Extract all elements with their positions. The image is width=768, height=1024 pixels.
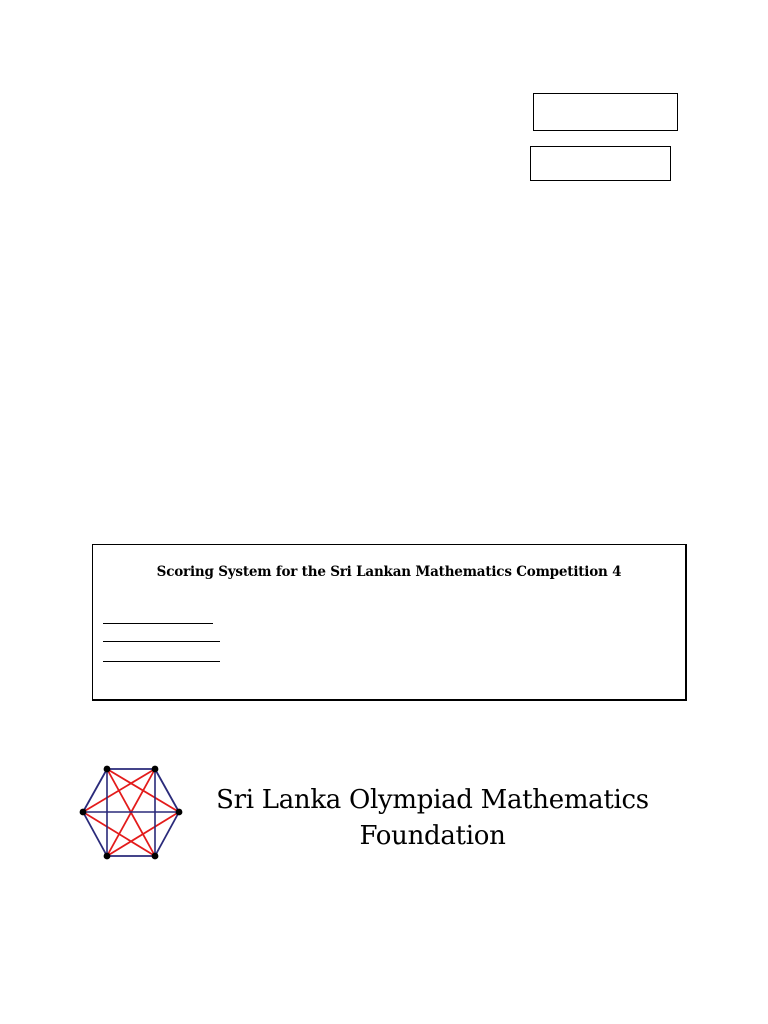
blank-entry-box	[530, 146, 671, 181]
logo-vertex	[152, 766, 159, 773]
logo-vertex	[104, 853, 111, 860]
scoring-system-panel	[92, 544, 687, 701]
scoring-system-title: Scoring System for the Sri Lankan Mathematics Competition 4	[156, 564, 622, 580]
hexagon-complete-graph-icon	[78, 764, 184, 861]
blank-entry-box	[533, 93, 678, 131]
foundation-name	[190, 782, 675, 854]
logo-vertex	[176, 809, 183, 816]
foundation-name-line-1: Sri Lanka Olympiad Mathematics	[216, 785, 649, 815]
logo-vertex	[80, 809, 87, 816]
blank-line	[103, 623, 213, 624]
foundation-name-line-2: Foundation	[359, 821, 506, 851]
blank-line	[103, 641, 220, 642]
logo-vertex	[104, 766, 111, 773]
blank-line	[103, 661, 220, 662]
logo-vertex	[152, 853, 159, 860]
